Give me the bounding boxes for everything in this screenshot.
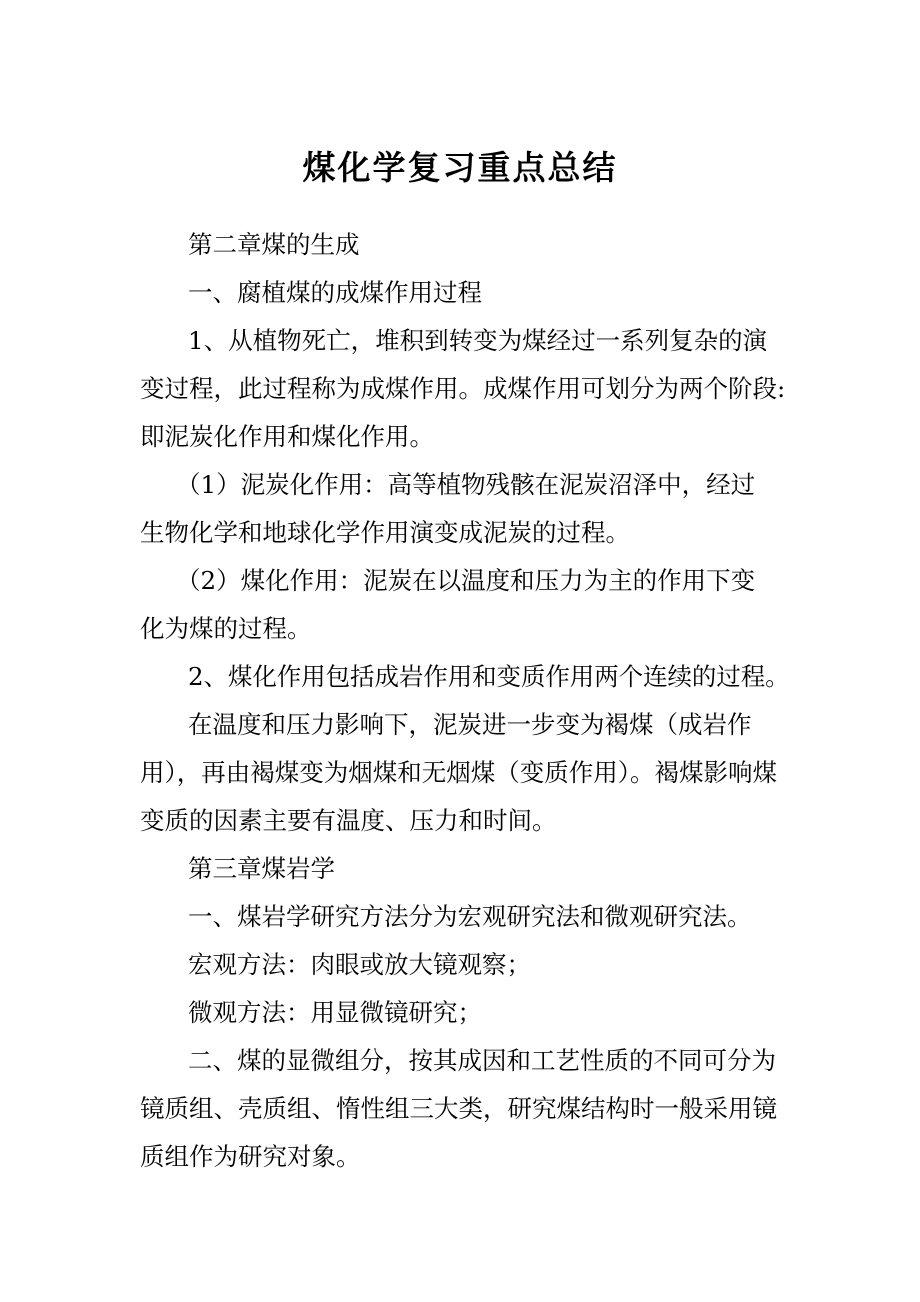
text-line: 第二章煤的生成	[188, 230, 360, 259]
text-line: 变过程，此过程称为成煤作用。成煤作用可划分为两个阶段:	[140, 374, 786, 403]
text-line: 一、煤岩学研究方法分为宏观研究法和微观研究法。	[188, 902, 752, 931]
text-line: 质组作为研究对象。	[140, 1142, 361, 1171]
text-line: 用），再由褐煤变为烟煤和无烟煤（变质作用）。褐煤影响煤	[140, 758, 777, 787]
document-title: 煤化学复习重点总结	[302, 148, 618, 187]
text-line: （1）泥炭化作用：高等植物残骸在泥炭沼泽中，经过	[176, 470, 756, 499]
text-line: 在温度和压力影响下，泥炭进一步变为褐煤（成岩作	[188, 710, 752, 739]
text-line: 1、从植物死亡，堆积到转变为煤经过一系列复杂的演	[188, 326, 768, 355]
text-line: 宏观方法：肉眼或放大镜观察；	[188, 950, 531, 979]
text-line: 即泥炭化作用和煤化作用。	[140, 422, 434, 451]
text-line: 生物化学和地球化学作用演变成泥炭的过程。	[140, 518, 630, 547]
document-body	[140, 221, 790, 1181]
text-line: 微观方法：用显微镜研究；	[188, 998, 482, 1027]
text-line: 化为煤的过程。	[140, 614, 312, 643]
text-line: 二、煤的显微组分，按其成因和工艺性质的不同可分为	[188, 1046, 776, 1075]
text-line: 第三章煤岩学	[188, 854, 335, 883]
text-line: 变质的因素主要有温度、压力和时间。	[140, 806, 557, 835]
text-line: （2）煤化作用：泥炭在以温度和压力为主的作用下变	[176, 566, 756, 595]
text-line: 镜质组、壳质组、惰性组三大类，研究煤结构时一般采用镜	[140, 1094, 777, 1123]
text-line: 一、腐植煤的成煤作用过程	[188, 278, 482, 307]
text-line: 2、煤化作用包括成岩作用和变质作用两个连续的过程。	[188, 662, 790, 691]
